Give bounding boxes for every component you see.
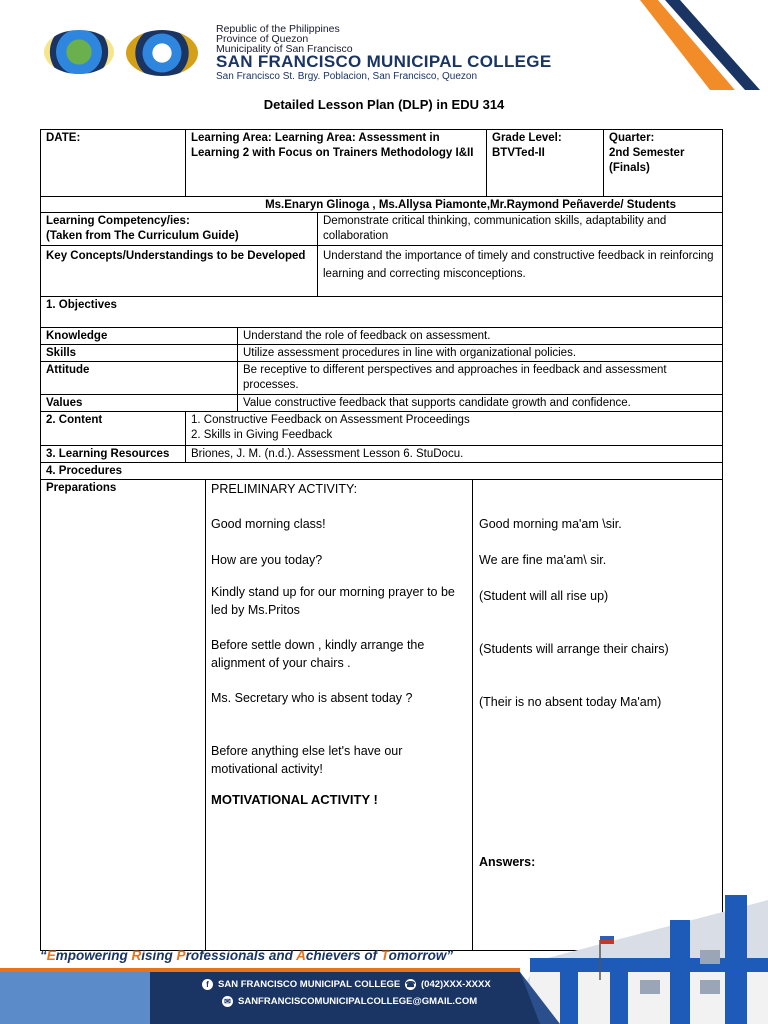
grade-level-label: Grade Level: [492, 132, 562, 144]
tagline-letter: T [380, 948, 389, 963]
header-corner-decoration [640, 0, 768, 90]
competency-label-cell [40, 212, 318, 246]
grade-level-value: BTVTed-II [492, 147, 545, 159]
skills-label: Skills [40, 344, 238, 362]
tagline-letter: E [46, 948, 56, 963]
teacher-prayer: Kindly stand up for our morning prayer to be led by Ms.Pritos [211, 585, 455, 617]
college-address: San Francisco St. Brgy. Poblacion, San Francisco, Quezon [216, 71, 478, 82]
date-label: DATE: [40, 129, 186, 197]
tagline-letter: A [296, 948, 306, 963]
content-item-2: 2. Skills in Giving Feedback [191, 429, 333, 441]
tagline-part: chievers of [305, 948, 381, 963]
teacher-motivational-intro: Before anything else let's have our motivational activity! [211, 744, 403, 776]
objectives-heading: 1. Objectives [40, 296, 723, 328]
teacher-how-are-you: How are you today? [211, 553, 323, 567]
knowledge-value: Understand the role of feedback on assessment. [237, 327, 723, 345]
learning-area: Learning Area: Learning Area: Assessment in Learning 2 with Focus on Trainers Methodology I&II [185, 129, 487, 197]
knowledge-label: Knowledge [40, 327, 238, 345]
tagline-part: mpowering [55, 948, 132, 963]
grade-level-cell [486, 129, 604, 197]
attitude-label: Attitude [40, 361, 238, 395]
document-title: Detailed Lesson Plan (DLP) in EDU 314 [263, 97, 505, 112]
values-value: Value constructive feedback that supports candidate growth and confidence. [237, 394, 723, 412]
student-no-absent: (Their is no absent today Ma'am) [479, 695, 662, 709]
footer-facebook [202, 979, 400, 990]
teacher-arrange-chairs: Before settle down , kindly arrange the alignment of your chairs . [211, 638, 425, 670]
teacher-activity-column [205, 479, 473, 951]
competency-value: Demonstrate critical thinking, communication skills, adaptability and collaboration [317, 212, 723, 246]
phone-icon: ☎ [405, 980, 416, 989]
quarter-value: 2nd Semester (Finals) [609, 147, 685, 174]
footer-college: SAN FRANCISCO MUNICIPAL COLLEGE [218, 979, 401, 991]
tagline-part: “ [40, 948, 47, 963]
quarter-cell [603, 129, 723, 197]
content-cell [185, 411, 723, 446]
college-seal-logo [126, 30, 198, 76]
values-label: Values [40, 394, 238, 412]
quarter-label: Quarter: [609, 132, 655, 144]
content-item-1: 1. Constructive Feedback on Assessment Proceedings [191, 414, 470, 426]
header-republic: Republic of the Philippines [216, 23, 340, 35]
teacher-attendance: Ms. Secretary who is absent today ? [211, 691, 413, 705]
tagline-part: rofessionals and [185, 948, 297, 963]
procedures-heading: 4. Procedures [40, 462, 723, 480]
skills-value: Utilize assessment procedures in line with organizational policies. [237, 344, 723, 362]
college-name: SAN FRANCISCO MUNICIPAL COLLEGE [216, 52, 552, 71]
key-concepts-value: Understand the importance of timely and constructive feedback in reinforcing learning and correcting misconceptions. [317, 245, 723, 297]
header-municipality: Municipality of San Francisco [216, 43, 353, 55]
teacher-greeting: Good morning class! [211, 517, 326, 531]
attitude-value: Be receptive to different perspectives and approaches in feedback and assessment processes. [237, 361, 723, 395]
student-arrange: (Students will arrange their chairs) [479, 642, 669, 656]
tagline-part: ising [141, 948, 177, 963]
competency-sublabel: (Taken from The Curriculum Guide) [46, 230, 239, 242]
tagline-letter: P [176, 948, 186, 963]
footer-phone [405, 979, 491, 990]
footer-email [222, 996, 477, 1007]
tagline-letter: R [131, 948, 142, 963]
students-names: Ms.Enaryn Glinoga , Ms.Allysa Piamonte,Mr.Raymond Peñaverde/ Students [40, 196, 723, 213]
facebook-icon: f [202, 979, 213, 990]
header-province: Province of Quezon [216, 33, 309, 45]
answers-label: Answers: [479, 855, 536, 869]
content-label: 2. Content [40, 411, 186, 446]
motivational-activity-heading: MOTIVATIONAL ACTIVITY ! [211, 792, 378, 807]
student-rise: (Student will all rise up) [479, 589, 609, 603]
student-fine: We are fine ma'am\ sir. [479, 553, 607, 567]
motto-tagline [40, 948, 453, 963]
municipality-seal-logo [44, 30, 114, 74]
resources-value: Briones, J. M. (n.d.). Assessment Lesson 6. StuDocu. [185, 445, 723, 463]
resources-label: 3. Learning Resources [40, 445, 186, 463]
preparations-label: Preparations [40, 479, 206, 951]
footer-email-address: SANFRANCISCOMUNICIPALCOLLEGE@GMAIL.COM [238, 996, 478, 1008]
preliminary-activity-heading: PRELIMINARY ACTIVITY: [211, 482, 358, 496]
key-concepts-label: Key Concepts/Understandings to be Developed [40, 245, 318, 297]
competency-label: Learning Competency/ies: [46, 215, 190, 227]
email-icon: ✉ [222, 996, 233, 1007]
footer-phone-number: (042)XXX-XXXX [421, 979, 491, 991]
student-greeting: Good morning ma'am \sir. [479, 517, 622, 531]
tagline-part: omorrow” [388, 948, 454, 963]
